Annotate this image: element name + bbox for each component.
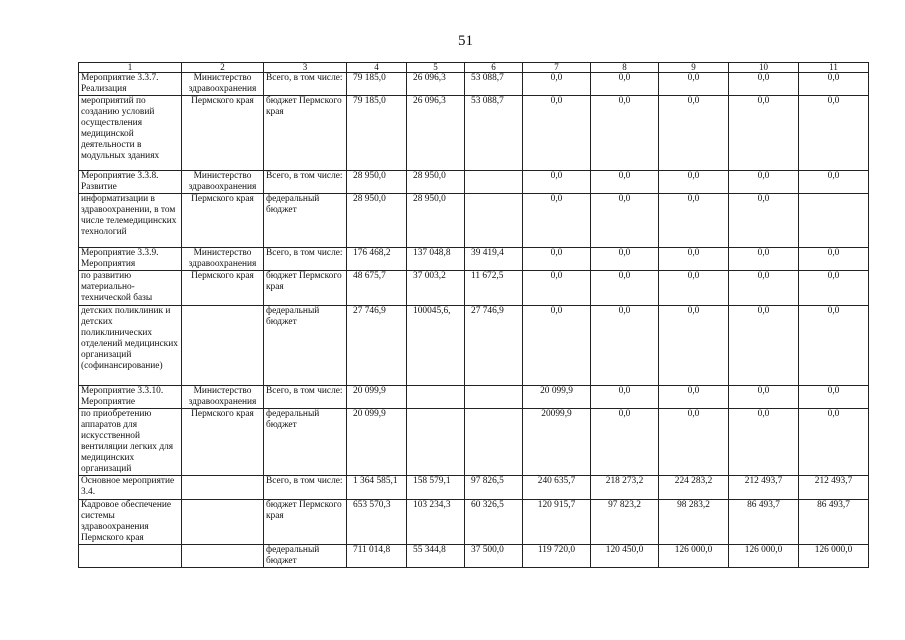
cell-col-10: 0,0 bbox=[729, 194, 799, 248]
cell-col-8: 218 273,2 bbox=[591, 476, 659, 500]
cell-col-6: 97 826,5 bbox=[465, 476, 523, 500]
cell-col-1: Мероприятие 3.3.8. Развитие bbox=[79, 171, 182, 194]
cell-col-2: Пермского края bbox=[182, 194, 264, 248]
cell-col-6: 53 088,7 bbox=[465, 73, 523, 96]
table-row bbox=[79, 500, 869, 545]
cell-col-1: мероприятий по созданию условий осуществления медицинской деятельности в модульных зданиях bbox=[79, 96, 182, 171]
cell-col-7: 119 720,0 bbox=[523, 545, 591, 568]
cell-col-3: бюджет Пермского края bbox=[264, 96, 347, 171]
cell-col-11: 212 493,7 bbox=[799, 476, 869, 500]
cell-col-10: 0,0 bbox=[729, 96, 799, 171]
cell-col-7: 0,0 bbox=[523, 171, 591, 194]
cell-col-10: 0,0 bbox=[729, 73, 799, 96]
cell-col-6: 11 672,5 bbox=[465, 271, 523, 306]
cell-col-4: 20 099,9 bbox=[347, 409, 407, 476]
cell-col-6: 60 326,5 bbox=[465, 500, 523, 545]
cell-col-3: федеральный бюджет bbox=[264, 306, 347, 386]
cell-col-2 bbox=[182, 476, 264, 500]
col-header: 5 bbox=[407, 63, 465, 73]
table-row bbox=[79, 171, 869, 194]
cell-col-2 bbox=[182, 545, 264, 568]
cell-col-9: 126 000,0 bbox=[659, 545, 729, 568]
cell-col-4: 28 950,0 bbox=[347, 171, 407, 194]
cell-col-7: 0,0 bbox=[523, 194, 591, 248]
cell-col-9: 224 283,2 bbox=[659, 476, 729, 500]
cell-col-3: Всего, в том числе: bbox=[264, 171, 347, 194]
cell-col-1: Мероприятие 3.3.10. Мероприятие bbox=[79, 386, 182, 409]
cell-col-2: Пермского края bbox=[182, 96, 264, 171]
cell-col-3: бюджет Пермского края bbox=[264, 271, 347, 306]
cell-col-8: 0,0 bbox=[591, 409, 659, 476]
cell-col-1: Мероприятие 3.3.9. Мероприятия bbox=[79, 248, 182, 271]
cell-col-9: 0,0 bbox=[659, 386, 729, 409]
cell-col-11: 0,0 bbox=[799, 73, 869, 96]
col-header: 3 bbox=[264, 63, 347, 73]
budget-table bbox=[78, 62, 869, 568]
cell-col-10: 86 493,7 bbox=[729, 500, 799, 545]
cell-col-5 bbox=[407, 386, 465, 409]
cell-col-10: 0,0 bbox=[729, 409, 799, 476]
cell-col-1: информатизации в здравоохранении, в том числе телемедицинских технологий bbox=[79, 194, 182, 248]
cell-col-4: 79 185,0 bbox=[347, 73, 407, 96]
cell-col-10: 0,0 bbox=[729, 386, 799, 409]
cell-col-5: 137 048,8 bbox=[407, 248, 465, 271]
cell-col-10: 126 000,0 bbox=[729, 545, 799, 568]
cell-col-3: федеральный бюджет bbox=[264, 194, 347, 248]
cell-col-6 bbox=[465, 386, 523, 409]
cell-col-5 bbox=[407, 409, 465, 476]
cell-col-4: 1 364 585,1 bbox=[347, 476, 407, 500]
cell-col-8: 0,0 bbox=[591, 386, 659, 409]
cell-col-11: 0,0 bbox=[799, 96, 869, 171]
cell-col-10: 0,0 bbox=[729, 306, 799, 386]
cell-col-2: Пермского края bbox=[182, 409, 264, 476]
header-row bbox=[79, 63, 869, 73]
cell-col-1: Кадровое обеспечение системы здравоохранения Пермского края bbox=[79, 500, 182, 545]
cell-col-5: 26 096,3 bbox=[407, 73, 465, 96]
cell-col-4: 48 675,7 bbox=[347, 271, 407, 306]
table-row bbox=[79, 476, 869, 500]
cell-col-8: 0,0 bbox=[591, 96, 659, 171]
cell-col-5: 37 003,2 bbox=[407, 271, 465, 306]
cell-col-4: 27 746,9 bbox=[347, 306, 407, 386]
cell-col-2: Министерство здравоохранения bbox=[182, 73, 264, 96]
cell-col-3: федеральный бюджет bbox=[264, 409, 347, 476]
cell-col-3: федеральный бюджет bbox=[264, 545, 347, 568]
cell-col-3: Всего, в том числе: bbox=[264, 476, 347, 500]
cell-col-4: 20 099,9 bbox=[347, 386, 407, 409]
cell-col-3: Всего, в том числе: bbox=[264, 386, 347, 409]
cell-col-6 bbox=[465, 171, 523, 194]
cell-col-9: 0,0 bbox=[659, 306, 729, 386]
cell-col-1: по развитию материально-технической базы bbox=[79, 271, 182, 306]
cell-col-7: 20 099,9 bbox=[523, 386, 591, 409]
cell-col-11: 0,0 bbox=[799, 386, 869, 409]
cell-col-9: 98 283,2 bbox=[659, 500, 729, 545]
cell-col-4: 79 185,0 bbox=[347, 96, 407, 171]
cell-col-8: 0,0 bbox=[591, 194, 659, 248]
cell-col-11: 0,0 bbox=[799, 306, 869, 386]
page-number: 51 bbox=[458, 33, 473, 49]
cell-col-3: Всего, в том числе: bbox=[264, 248, 347, 271]
cell-col-7: 120 915,7 bbox=[523, 500, 591, 545]
cell-col-5: 26 096,3 bbox=[407, 96, 465, 171]
table-row bbox=[79, 306, 869, 386]
cell-col-7: 0,0 bbox=[523, 73, 591, 96]
col-header: 6 bbox=[465, 63, 523, 73]
cell-col-1 bbox=[79, 545, 182, 568]
cell-col-10: 0,0 bbox=[729, 171, 799, 194]
cell-col-6: 39 419,4 bbox=[465, 248, 523, 271]
cell-col-2: Пермского края bbox=[182, 271, 264, 306]
cell-col-7: 0,0 bbox=[523, 96, 591, 171]
cell-col-7: 240 635,7 bbox=[523, 476, 591, 500]
cell-col-5: 103 234,3 bbox=[407, 500, 465, 545]
cell-col-6 bbox=[465, 194, 523, 248]
cell-col-5: 100045,6, bbox=[407, 306, 465, 386]
cell-col-9: 0,0 bbox=[659, 73, 729, 96]
col-header: 9 bbox=[659, 63, 729, 73]
cell-col-9: 0,0 bbox=[659, 409, 729, 476]
cell-col-2: Министерство здравоохранения bbox=[182, 171, 264, 194]
table-row bbox=[79, 271, 869, 306]
cell-col-9: 0,0 bbox=[659, 271, 729, 306]
cell-col-9: 0,0 bbox=[659, 248, 729, 271]
cell-col-8: 120 450,0 bbox=[591, 545, 659, 568]
table-row bbox=[79, 386, 869, 409]
cell-col-9: 0,0 bbox=[659, 194, 729, 248]
col-header: 10 bbox=[729, 63, 799, 73]
cell-col-8: 0,0 bbox=[591, 171, 659, 194]
cell-col-11: 0,0 bbox=[799, 248, 869, 271]
table-row bbox=[79, 409, 869, 476]
cell-col-10: 0,0 bbox=[729, 271, 799, 306]
cell-col-11: 0,0 bbox=[799, 171, 869, 194]
table-row bbox=[79, 96, 869, 171]
cell-col-7: 20099,9 bbox=[523, 409, 591, 476]
table-row bbox=[79, 194, 869, 248]
cell-col-3: бюджет Пермского края bbox=[264, 500, 347, 545]
cell-col-7: 0,0 bbox=[523, 271, 591, 306]
cell-col-3: Всего, в том числе: bbox=[264, 73, 347, 96]
cell-col-1: Основное мероприятие 3.4. bbox=[79, 476, 182, 500]
cell-col-5: 28 950,0 bbox=[407, 171, 465, 194]
cell-col-11: 86 493,7 bbox=[799, 500, 869, 545]
cell-col-8: 0,0 bbox=[591, 271, 659, 306]
cell-col-2 bbox=[182, 306, 264, 386]
cell-col-1: Мероприятие 3.3.7. Реализация bbox=[79, 73, 182, 96]
cell-col-8: 0,0 bbox=[591, 248, 659, 271]
cell-col-11 bbox=[799, 194, 869, 248]
cell-col-5: 158 579,1 bbox=[407, 476, 465, 500]
cell-col-8: 97 823,2 bbox=[591, 500, 659, 545]
col-header: 7 bbox=[523, 63, 591, 73]
cell-col-6: 37 500,0 bbox=[465, 545, 523, 568]
cell-col-5: 28 950,0 bbox=[407, 194, 465, 248]
cell-col-4: 653 570,3 bbox=[347, 500, 407, 545]
cell-col-9: 0,0 bbox=[659, 171, 729, 194]
cell-col-4: 176 468,2 bbox=[347, 248, 407, 271]
cell-col-10: 212 493,7 bbox=[729, 476, 799, 500]
cell-col-1: детских поликлиник и детских поликлинических отделений медицинских организаций (софинансирование) bbox=[79, 306, 182, 386]
cell-col-6: 53 088,7 bbox=[465, 96, 523, 171]
col-header: 8 bbox=[591, 63, 659, 73]
cell-col-7: 0,0 bbox=[523, 306, 591, 386]
cell-col-2: Министерство здравоохранения bbox=[182, 248, 264, 271]
cell-col-2: Министерство здравоохранения bbox=[182, 386, 264, 409]
cell-col-8: 0,0 bbox=[591, 73, 659, 96]
cell-col-2 bbox=[182, 500, 264, 545]
cell-col-9: 0,0 bbox=[659, 96, 729, 171]
cell-col-10: 0,0 bbox=[729, 248, 799, 271]
cell-col-11: 126 000,0 bbox=[799, 545, 869, 568]
cell-col-5: 55 344,8 bbox=[407, 545, 465, 568]
cell-col-8: 0,0 bbox=[591, 306, 659, 386]
cell-col-11: 0,0 bbox=[799, 271, 869, 306]
col-header: 4 bbox=[347, 63, 407, 73]
cell-col-7: 0,0 bbox=[523, 248, 591, 271]
table-row bbox=[79, 248, 869, 271]
cell-col-11: 0,0 bbox=[799, 409, 869, 476]
table-row bbox=[79, 73, 869, 96]
cell-col-4: 28 950,0 bbox=[347, 194, 407, 248]
table-row bbox=[79, 545, 869, 568]
col-header: 11 bbox=[799, 63, 869, 73]
cell-col-6 bbox=[465, 409, 523, 476]
col-header: 2 bbox=[182, 63, 264, 73]
col-header: 1 bbox=[79, 63, 182, 73]
cell-col-1: по приобретению аппаратов для искусственной вентиляции легких для медицинских организаций bbox=[79, 409, 182, 476]
cell-col-6: 27 746,9 bbox=[465, 306, 523, 386]
cell-col-4: 711 014,8 bbox=[347, 545, 407, 568]
